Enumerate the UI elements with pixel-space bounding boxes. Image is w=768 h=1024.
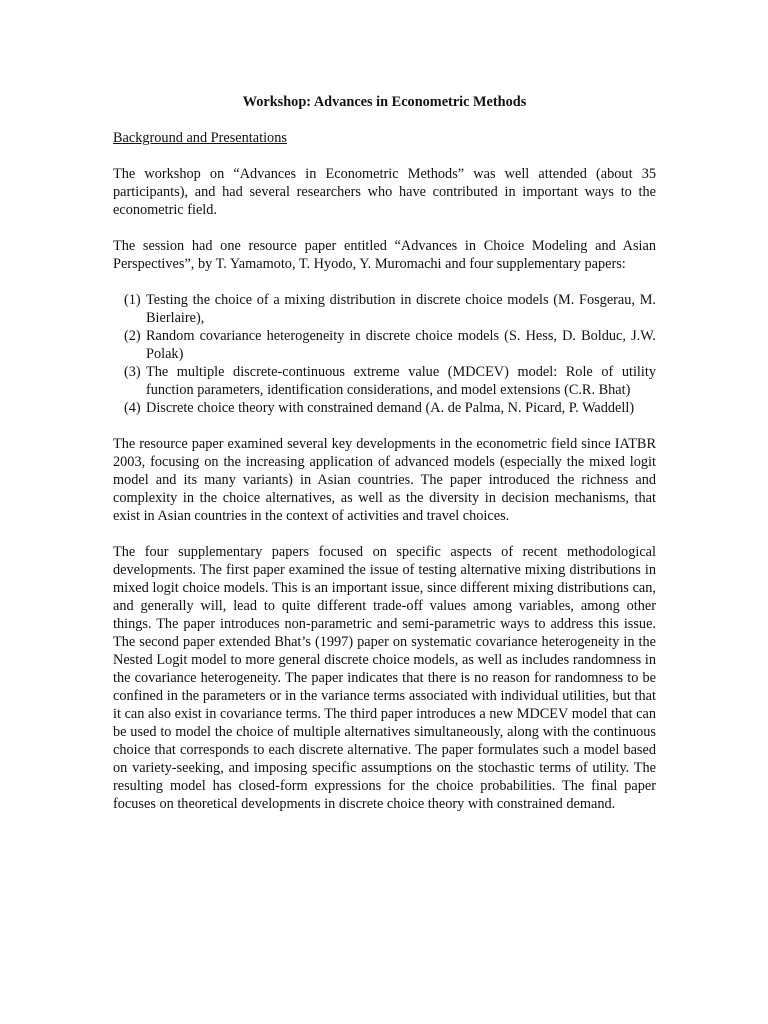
supplementary-paragraph: The four supplementary papers focused on specific aspects of recent methodological developments. The first paper examined the issue of testing alternative mixing distributions in mixed logit choice models. This is an important issue, since different mixing distributions can, and generally will, lead to quite different trade-off values among variables, among other things. The paper introduces non-parametric and semi-parametric ways to address this issue. The second paper extended Bhat’s (1997) paper on systematic covariance heterogeneity in the Nested Logit model to more general discrete choice models, as well as includes randomness in the covariance heterogeneity. The paper indicates that there is no reason for randomness to be confined in the parameters or in the variance terms associated with individual utilities, but that it can also exist in covariance terms. The third paper introduces a new MDCEV model that can be used to model the choice of multiple alternatives simultaneously, along with the continuous choice that corresponds to each discrete alternative. The paper formulates such a model based on variety-seeking, and imposing specific assumptions on the stochastic terms of utility. The resulting model has closed-form expressions for the choice probabilities. The final paper focuses on theoretical developments in discrete choice theory with constrained demand. [113, 544, 656, 812]
document-title: Workshop: Advances in Econometric Methods [242, 94, 527, 110]
section-heading: Background and Presentations [113, 130, 287, 146]
list-item-text: Random covariance heterogeneity in discrete choice models (S. Hess, D. Bolduc, J.W. Polak) [146, 328, 656, 362]
resource-paragraph: The resource paper examined several key developments in the econometric field since IATBR 2003, focusing on the increasing application of advanced models (especially the mixed logit model and its many variants) in Asian countries. The paper introduced the richness and complexity in the choice alternatives, as well as the diversity in decision mechanisms, that exist in Asian countries in the context of activities and travel choices. [113, 436, 656, 524]
list-item [124, 327, 656, 363]
list-item-number: (3) [124, 364, 141, 380]
list-item [124, 363, 656, 399]
list-item-text: The multiple discrete-continuous extreme value (MDCEV) model: Role of utility function parameters, identification considerations, and model extensions (C.R. Bhat) [146, 364, 656, 398]
list-item-text: Testing the choice of a mixing distribution in discrete choice models (M. Fosgerau, M. Bierlaire), [146, 292, 656, 326]
document-page [113, 92, 656, 831]
list-item [124, 291, 656, 327]
list-item-number: (4) [124, 400, 141, 416]
session-paragraph: The session had one resource paper entitled “Advances in Choice Modeling and Asian Perspectives”, by T. Yamamoto, T. Hyodo, Y. Muromachi and four supplementary papers: [113, 238, 656, 272]
intro-paragraph: The workshop on “Advances in Econometric Methods” was well attended (about 35 participants), and had several researchers who have contributed in important ways to the econometric field. [113, 166, 656, 218]
papers-list [113, 291, 656, 417]
list-item-number: (1) [124, 292, 141, 308]
list-item-number: (2) [124, 328, 141, 344]
list-item-text: Discrete choice theory with constrained demand (A. de Palma, N. Picard, P. Waddell) [146, 400, 635, 416]
list-item [124, 399, 656, 417]
